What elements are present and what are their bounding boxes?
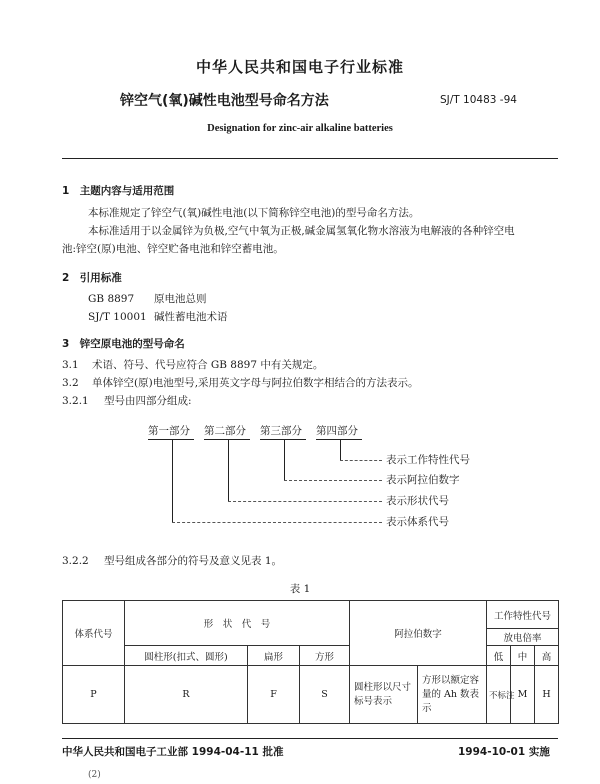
connector-part-2 — [228, 440, 229, 502]
diagram-label-system-code: 表示体系代号 — [386, 516, 449, 528]
header-high: 高 — [535, 646, 559, 666]
header-discharge-rate: 放电倍率 — [487, 629, 559, 646]
table-1 — [62, 600, 559, 724]
header-system-code: 体系代号 — [63, 601, 125, 666]
diagram-part-2: 第二部分 — [204, 425, 246, 437]
approval-line: 中华人民共和国电子工业部 1994-04-11 批准 — [62, 746, 284, 758]
connector-part-3 — [284, 440, 285, 481]
connector-part-1 — [172, 440, 173, 523]
clause-3-2-2-text: 型号组成各部分的符号及意义见表 1。 — [104, 555, 283, 567]
connector-part-4 — [340, 440, 341, 461]
clause-3-2-number: 3.2 — [62, 377, 79, 389]
table-1-caption: 表 1 — [289, 583, 311, 595]
title-rule — [62, 158, 558, 159]
underline-part-3 — [260, 439, 306, 440]
header-arabic-number: 阿拉伯数字 — [350, 601, 487, 666]
underline-part-4 — [316, 439, 362, 440]
cell-square-capacity-note: 方形以额定容量的 Ah 数表示 — [418, 666, 487, 724]
header-low: 低 — [487, 646, 511, 666]
section-3-heading: 3 锌空原电池的型号命名 — [62, 338, 185, 350]
header-medium: 中 — [511, 646, 535, 666]
section-1-para-2-line-2: 池:锌空(原)电池、锌空贮备电池和锌空蓄电池。 — [62, 243, 284, 255]
cell-cylindrical: R — [125, 666, 248, 724]
leader-line-3 — [228, 501, 382, 502]
effective-date: 1994-10-01 实施 — [458, 746, 550, 758]
table-row — [63, 666, 559, 724]
diagram-label-work-characteristic: 表示工作特性代号 — [386, 454, 470, 466]
footer-rule — [62, 738, 558, 739]
header-cylindrical: 圆柱形(扣式、圆形) — [125, 646, 248, 666]
clause-3-1-text: 术语、符号、代号应符合 GB 8897 中有关规定。 — [92, 359, 324, 371]
clause-3-2-1-number: 3.2.1 — [62, 395, 89, 407]
underline-part-2 — [204, 439, 250, 440]
clause-3-2-2-number: 3.2.2 — [62, 555, 89, 567]
cell-system-code: P — [63, 666, 125, 724]
diagram-label-arabic-number: 表示阿拉伯数字 — [386, 474, 460, 486]
diagram-part-4: 第四部分 — [316, 425, 358, 437]
reference-1-code: GB 8897 — [88, 293, 135, 305]
cell-square: S — [300, 666, 350, 724]
english-title: Designation for zinc-air alkaline batteries — [207, 123, 393, 134]
section-2-heading: 2 引用标准 — [62, 272, 122, 284]
clause-3-2-text: 单体锌空(原)电池型号,采用英文字母与阿拉伯数字相结合的方法表示。 — [92, 377, 419, 389]
cell-flat: F — [248, 666, 300, 724]
leader-line-4 — [172, 522, 382, 523]
section-1-heading: 1 主题内容与适用范围 — [62, 185, 175, 197]
section-1-para-1: 本标准规定了锌空气(氧)碱性电池(以下简称锌空电池)的型号命名方法。 — [88, 207, 420, 219]
reference-1-title: 原电池总则 — [154, 293, 207, 305]
cell-high: H — [535, 666, 559, 724]
page-number: (2) — [88, 770, 101, 780]
cell-low: 不标注 — [487, 666, 511, 724]
diagram-part-1: 第一部分 — [148, 425, 190, 437]
document-title: 锌空气(氧)碱性电池型号命名方法 — [120, 93, 329, 109]
cell-medium: M — [511, 666, 535, 724]
cell-cylindrical-size-note: 圆柱形以尺寸标号表示 — [350, 666, 418, 724]
standard-category-header: 中华人民共和国电子行业标准 — [195, 58, 404, 76]
header-square: 方形 — [300, 646, 350, 666]
underline-part-1 — [148, 439, 194, 440]
reference-2-code: SJ/T 10001 — [88, 311, 147, 323]
header-flat: 扁形 — [248, 646, 300, 666]
header-shape-code: 形 状 代 号 — [125, 601, 350, 646]
leader-line-1 — [340, 460, 382, 461]
standard-code: SJ/T 10483 -94 — [440, 94, 517, 106]
leader-line-2 — [284, 480, 382, 481]
diagram-part-3: 第三部分 — [260, 425, 302, 437]
clause-3-1-number: 3.1 — [62, 359, 79, 371]
header-work-characteristic: 工作特性代号 — [487, 601, 559, 629]
reference-2-title: 碱性蓄电池术语 — [154, 311, 228, 323]
diagram-label-shape-code: 表示形状代号 — [386, 495, 449, 507]
clause-3-2-1-text: 型号由四部分组成: — [104, 395, 192, 407]
section-1-para-2-line-1: 本标准适用于以金属锌为负极,空气中氧为正极,碱金属氢氧化物水溶液为电解液的各种锌空电 — [88, 225, 515, 237]
